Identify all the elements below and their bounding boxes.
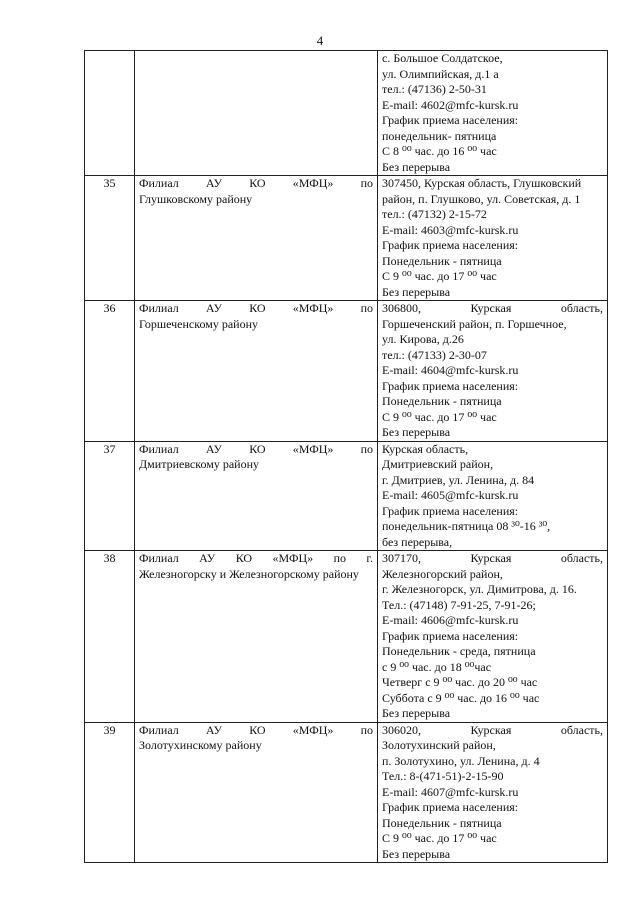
table-row bbox=[85, 551, 608, 723]
info-word: 306020, bbox=[382, 722, 421, 737]
info-line: ул. Олимпийская, д.1 а bbox=[382, 66, 499, 81]
info-line: Понедельник - пятница bbox=[382, 815, 502, 830]
branch-contact-info bbox=[378, 51, 608, 176]
info-line: С 9 ⁰⁰ час. до 17 ⁰⁰ час bbox=[382, 269, 497, 283]
branch-name bbox=[135, 301, 378, 442]
info-line: График приема населения: bbox=[382, 238, 519, 252]
branch-name bbox=[135, 441, 378, 551]
info-line: С 8 ⁰⁰ час. до 16 ⁰⁰ час bbox=[382, 144, 497, 158]
info-line: Золотухинский район, bbox=[382, 738, 496, 752]
branch-name-word: АУ bbox=[205, 722, 223, 737]
branch-name-first-line bbox=[139, 551, 373, 567]
branch-name-rest: Золотухинскому району bbox=[139, 738, 262, 752]
info-line: п. Золотухино, ул. Ленина, д. 4 bbox=[382, 753, 540, 768]
info-line: График приема населения: bbox=[382, 113, 519, 127]
branch-name-word: «МФЦ» bbox=[292, 441, 334, 456]
table-row bbox=[85, 441, 608, 551]
mfc-branches-table bbox=[84, 50, 608, 863]
info-line: Железногорский район, bbox=[382, 566, 503, 581]
info-line: График приема населения: bbox=[382, 628, 519, 643]
info-line: Суббота с 9 ⁰⁰ час. до 16 ⁰⁰ час bbox=[382, 690, 540, 705]
branch-name-first-line bbox=[139, 176, 373, 192]
branch-name-rest: Дмитриевскому району bbox=[139, 457, 260, 471]
branch-name-word: КО bbox=[249, 176, 266, 190]
branch-name-rest: Железногорску и Железногорскому району bbox=[139, 566, 359, 581]
branch-name-word: «МФЦ» bbox=[272, 551, 314, 565]
branch-name-word: Филиал bbox=[139, 722, 179, 737]
branch-name-word: по bbox=[360, 176, 373, 190]
branch-name-first-line bbox=[139, 301, 373, 317]
branch-name-rest: Глушковскому району bbox=[139, 191, 253, 206]
info-line: Дмитриевский район, bbox=[382, 457, 494, 471]
branch-name-word: г. bbox=[366, 551, 373, 565]
branch-name-word: «МФЦ» bbox=[292, 722, 334, 737]
info-line: понедельник-пятница 08 ³⁰-16 ³⁰, bbox=[382, 519, 551, 533]
branch-name-word: «МФЦ» bbox=[292, 301, 334, 315]
branch-name-rest: Горшеченскому району bbox=[139, 316, 259, 331]
info-line: E-mail: 4606@mfc-kursk.ru bbox=[382, 613, 519, 627]
info-line: тел.: (47136) 2-50-31 bbox=[382, 82, 487, 96]
info-line: График приема населения: bbox=[382, 378, 519, 393]
info-line: График приема населения: bbox=[382, 800, 519, 814]
row-number: 38 bbox=[85, 551, 135, 723]
branch-name-word: КО bbox=[249, 722, 266, 737]
info-word: 307170, bbox=[382, 551, 421, 565]
branch-name-word: по bbox=[333, 551, 346, 565]
info-line: С 9 ⁰⁰ час. до 17 ⁰⁰ час bbox=[382, 409, 497, 424]
branch-name-word: АУ bbox=[205, 176, 223, 190]
info-word: 306800, bbox=[382, 301, 421, 315]
info-line: График приема населения: bbox=[382, 503, 519, 518]
info-word: Курская bbox=[470, 722, 512, 737]
table-body bbox=[85, 51, 608, 863]
info-line bbox=[382, 301, 603, 317]
branch-name-word: КО bbox=[249, 441, 266, 456]
info-line: Понедельник - пятница bbox=[382, 394, 502, 408]
info-line: Понедельник - среда, пятница bbox=[382, 644, 536, 658]
branch-name bbox=[135, 51, 378, 176]
branch-name-word: АУ bbox=[205, 441, 223, 456]
branch-name-word: Филиал bbox=[139, 441, 179, 456]
branch-contact-info bbox=[378, 301, 608, 442]
table-row bbox=[85, 176, 608, 301]
row-number: 37 bbox=[85, 441, 135, 551]
info-word: Курская bbox=[470, 301, 512, 315]
info-line: район, п. Глушково, ул. Советская, д. 1 bbox=[382, 191, 581, 206]
branch-name-word: по bbox=[360, 722, 373, 737]
branch-contact-info bbox=[378, 551, 608, 723]
info-line: тел.: (47133) 2-30-07 bbox=[382, 347, 487, 362]
info-line: Тел.: 8-(471-51)-2-15-90 bbox=[382, 769, 504, 783]
info-line: E-mail: 4607@mfc-kursk.ru bbox=[382, 784, 519, 799]
branch-name bbox=[135, 722, 378, 863]
info-line: без перерыва, bbox=[382, 534, 453, 549]
info-line: понедельник- пятница bbox=[382, 128, 497, 143]
info-line: тел.: (47132) 2-15-72 bbox=[382, 207, 487, 221]
info-line: с. Большое Солдатское, bbox=[382, 51, 503, 65]
info-line: Четверг с 9 ⁰⁰ час. до 20 ⁰⁰ час bbox=[382, 675, 538, 689]
info-line: E-mail: 4605@mfc-kursk.ru bbox=[382, 488, 519, 502]
info-line: Без перерыва bbox=[382, 706, 451, 720]
branch-name-first-line bbox=[139, 723, 373, 739]
table-row bbox=[85, 301, 608, 442]
branch-contact-info bbox=[378, 441, 608, 551]
row-number: 35 bbox=[85, 176, 135, 301]
info-line: Горшеченский район, п. Горшечное, bbox=[382, 316, 567, 331]
info-line: Понедельник - пятница bbox=[382, 253, 502, 268]
branch-name-first-line bbox=[139, 442, 373, 458]
info-line bbox=[382, 551, 603, 567]
branch-name-word: по bbox=[360, 441, 373, 456]
branch-name-word: Филиал bbox=[139, 301, 179, 315]
branch-name-word: по bbox=[360, 301, 373, 315]
row-number: 36 bbox=[85, 301, 135, 442]
info-line: Курская область, bbox=[382, 441, 469, 456]
branch-name-word: КО bbox=[235, 551, 253, 565]
table-row bbox=[85, 51, 608, 176]
branch-name bbox=[135, 176, 378, 301]
info-line: Без перерыва bbox=[382, 846, 451, 861]
branch-name-word: «МФЦ» bbox=[292, 176, 334, 190]
info-line: г. Железногорск, ул. Димитрова, д. 16. bbox=[382, 582, 577, 596]
row-number bbox=[85, 51, 135, 176]
branch-contact-info bbox=[378, 722, 608, 863]
info-word: область, bbox=[560, 551, 603, 565]
info-line: E-mail: 4603@mfc-kursk.ru bbox=[382, 222, 519, 237]
info-line: с 9 ⁰⁰ час. до 18 ⁰⁰час bbox=[382, 659, 492, 674]
info-line: E-mail: 4604@mfc-kursk.ru bbox=[382, 363, 519, 377]
info-line: Без перерыва bbox=[382, 159, 451, 174]
info-word: область, bbox=[560, 301, 603, 315]
branch-name-word: АУ bbox=[205, 301, 223, 315]
info-line: г. Дмитриев, ул. Ленина, д. 84 bbox=[382, 472, 535, 487]
info-line: Тел.: (47148) 7-91-25, 7-91-26; bbox=[382, 597, 536, 612]
info-line: Без перерыва bbox=[382, 284, 451, 299]
branch-name-word: АУ bbox=[199, 551, 216, 565]
branch-name-word: КО bbox=[249, 301, 266, 315]
branch-name bbox=[135, 551, 378, 723]
page-number: 4 bbox=[316, 33, 324, 48]
info-line: ул. Кирова, д.26 bbox=[382, 332, 464, 346]
branch-name-word: Филиал bbox=[139, 551, 179, 565]
info-line: E-mail: 4602@mfc-kursk.ru bbox=[382, 97, 519, 112]
branch-name-word: Филиал bbox=[139, 176, 179, 190]
info-word: область, bbox=[560, 722, 603, 737]
branch-contact-info bbox=[378, 176, 608, 301]
info-line: Без перерыва bbox=[382, 425, 451, 439]
info-line: С 9 ⁰⁰ час. до 17 ⁰⁰ час bbox=[382, 831, 497, 845]
info-line: 307450, Курская область, Глушковский bbox=[382, 176, 582, 190]
row-number: 39 bbox=[85, 722, 135, 863]
info-line bbox=[382, 723, 603, 739]
table-row bbox=[85, 722, 608, 863]
info-word: Курская bbox=[470, 551, 512, 565]
